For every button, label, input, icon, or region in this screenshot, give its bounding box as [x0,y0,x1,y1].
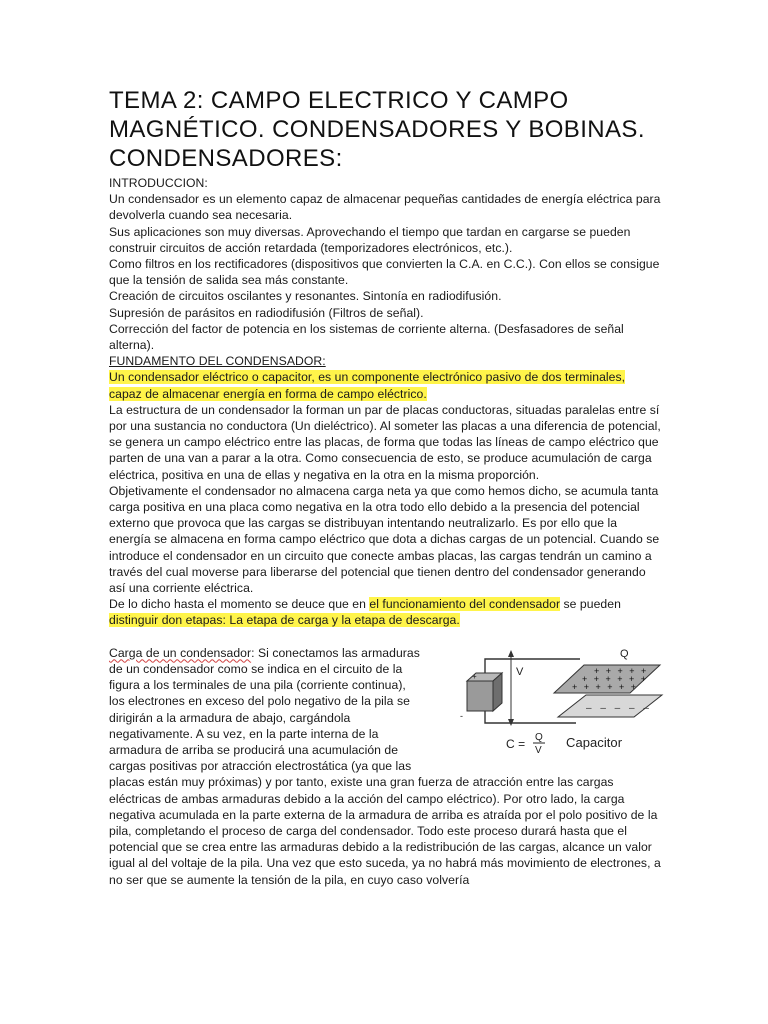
intro-paragraph-2: Sus aplicaciones son muy diversas. Aprovechando el tiempo que tardan en cargarse se pueden construir circuitos de acción retardada (temporizadores electrónicos, etc.). [109,224,631,255]
title-line-1: TEMA 2: CAMPO ELECTRICO Y CAMPO [109,87,569,114]
battery-plus-sign: + [472,671,477,681]
intro-paragraph-1: Un condensador es un elemento capaz de almacenar pequeñas cantidades de energía eléctrica para devolverla cuando sea necesaria. [109,192,661,223]
document-page [109,86,661,888]
spacer [109,629,661,645]
highlight-funcionamiento: el funcionamiento del condensador [369,597,561,612]
p3-mid: se pueden [560,597,621,612]
capacitor-circuit-figure [454,647,672,755]
carga-paragraph-full: placas están muy próximas) y por tanto, existe una gran fuerza de atracción entre las cargas eléctricas de ambas armaduras debido a la acción del campo eléctrico). Por otro lado, la carga negativa acumulada en la parte externa de la armadura de arriba es atraída por el polo positivo de la pila, completando el proceso de carga del condensador. Todo este proceso durará hasta que el potencial que se crea entre las armaduras debido a la redistribución de las cargas, alcance un valor igual al del voltaje de la pila. Una vez que esto suceda, ya no habrá más movimiento de electrones, a no ser que se aumente la tensión de la pila, en cuyo caso volvería [109,775,661,887]
minus-charges: – – – – – [586,702,652,714]
fundamento-paragraph-1: La estructura de un condensador la forman un par de placas conductoras, situadas paralelas entre sí por una sustancia no conductora (Un dieléctrico). Al someter las placas a una diferencia de potencial, se genera un campo eléctrico entre las placas, de forma que todas las líneas de campo eléctrico que parten de una van a parar a la otra. Como consecuencia de esto, se produce acumulación de carga eléctrica, positiva en una de ellas y negativa en la otra en la misma proporción. [109,402,661,482]
title-line-3: CONDENSADORES: [109,145,343,172]
plus-charges-row-3: + + + + + + [572,681,639,692]
fundamento-paragraph-3 [109,596,661,628]
highlight-etapas: distinguir don etapas: La etapa de carga y la etapa de descarga. [109,613,460,628]
intro-paragraph-4: Creación de circuitos oscilantes y resonantes. Sintonía en radiodifusión. [109,289,502,304]
carga-paragraph-narrow [109,645,424,775]
title-line-2: MAGNÉTICO. CONDENSADORES Y BOBINAS. [109,116,645,143]
charge-label: Q [620,647,629,660]
formula-c: C = [506,736,526,751]
battery-minus-sign: - [460,710,464,721]
carga-section [109,645,661,888]
formula-numerator: Q [535,731,543,743]
carga-label: Carga de un condensador [109,645,252,660]
fundamento-paragraph-2: Objetivamente el condensador no almacena carga neta ya que como hemos dicho, se acumula tanta carga positiva en una placa como negativa en la otra todo ello debido a la presencia del potencial externo que provoca que las cargas se distribuyan intentando neutralizarlo. Es por ello que la energía se almacena en forma campo eléctrico que dota a dichas cargas de un potencial. Cuando se introduce el condensador en un circuito que conecte ambas placas, las cargas tendrán un camino a través del cual moverse para liberarse del potencial que tienen dentro del condensador generando así una corriente eléctrica. [109,483,660,596]
p3-start: De lo dicho hasta el momento se deuce que en [109,597,370,612]
carga-colon: : [251,645,255,660]
page-title [109,86,661,173]
plus-charges-row-2: + + + + + + [582,673,649,684]
formula-denominator: V [535,744,542,755]
intro-paragraph-3: Como filtros en los rectificadores (dispositivos que convierten la C.A. en C.C.). Con ellos se consigue que la tensión de salida sea más constante. [109,257,660,288]
intro-paragraph-6: Corrección del factor de potencia en los sistemas de corriente alterna. (Desfasadores de señal alterna). [109,321,624,353]
figure-caption: Capacitor [566,734,623,750]
battery-front-face [467,681,493,711]
carga-text-narrow: Si conectamos las armaduras de un condensador como se indica en el circuito de la figura a los terminales de una pila (corriente continua), los electrones en exceso del polo negativo de la pila se dirigirán a la armadura de abajo, cargándola negativamente. A su vez, en la parte interna de la armadura de arriba se producirá una acumulación de cargas positivas por atracción electrostática (ya que las [109,645,420,774]
fundamento-heading: FUNDAMENTO DEL CONDENSADOR: [109,354,326,369]
plus-charges-row-1: + + + + + [594,665,649,676]
highlighted-definition: Un condensador eléctrico o capacitor, es un componente electrónico pasivo de dos terminales, capaz de almacenar energía en forma de campo eléctrico. [109,370,626,401]
voltage-label: V [516,665,524,678]
document-body [109,175,661,888]
fundamento-definition [109,369,661,401]
voltage-arrow-up [508,650,514,657]
intro-paragraph-5: Supresión de parásitos en radiodifusión (Filtros de señal). [109,305,424,320]
intro-heading: INTRODUCCION: [109,176,208,190]
